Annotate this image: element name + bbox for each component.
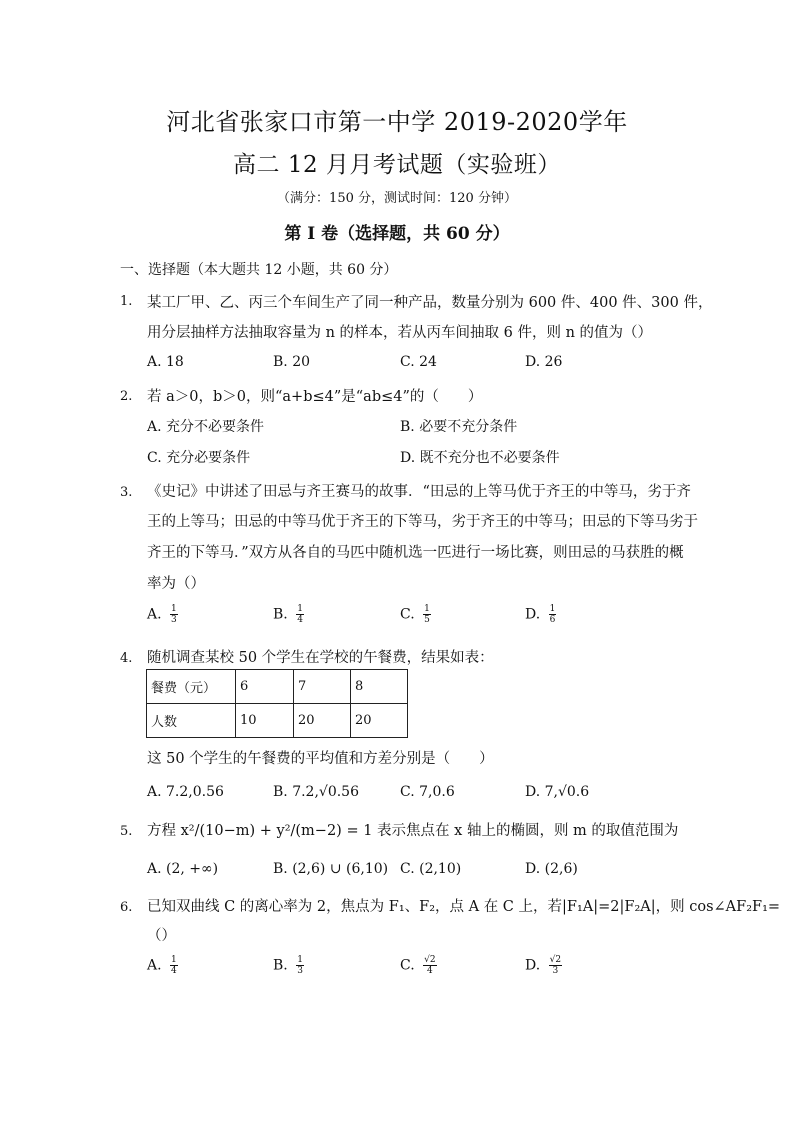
question-3-line: 《史记》中讲述了田忌与齐王赛马的故事．“田忌的上等马优于齐王的中等马，劣于齐 <box>147 484 691 500</box>
table-cell: 20 <box>294 704 351 738</box>
exam-title-line2: 高二 12 月月考试题（实验班） <box>233 152 561 178</box>
question-3-line: 王的上等马；田忌的中等马优于齐王的下等马，劣于齐王的中等马；田忌的下等马劣于 <box>147 514 698 530</box>
fraction-denominator: 3 <box>171 615 177 625</box>
question-4-option-d: D. 7,√0.6 <box>525 784 590 800</box>
fraction-denominator: 5 <box>424 615 430 625</box>
fraction-denominator: 6 <box>549 615 556 625</box>
question-2-number: 2. <box>120 389 133 404</box>
question-4-line: 随机调查某校 50 个学生在学校的午餐费，结果如表： <box>147 650 494 666</box>
exam-info: （满分：150 分，测试时间：120 分钟） <box>277 191 517 206</box>
option-label: A. <box>147 606 162 623</box>
fraction-numerator: 1 <box>171 604 177 614</box>
table-cell: 6 <box>236 670 294 704</box>
question-3-number: 3. <box>120 485 133 500</box>
table-row <box>147 704 408 738</box>
fraction-denominator: 4 <box>171 966 177 976</box>
fraction-numerator: 1 <box>297 955 303 965</box>
question-1-option-d: D. 26 <box>525 354 563 370</box>
fraction-denominator: 3 <box>552 966 559 976</box>
question-1-line: 用分层抽样方法抽取容量为 n 的样本，若从丙车间抽取 6 件，则 n 的值为（） <box>147 325 653 341</box>
fraction <box>170 604 178 625</box>
option-label: C. <box>400 606 415 623</box>
fraction <box>549 604 557 625</box>
fraction-numerator: √2 <box>424 955 436 965</box>
table-cell: 8 <box>351 670 408 704</box>
question-6-option-c <box>400 955 437 976</box>
fraction <box>170 955 178 976</box>
exam-title-line1: 河北省张家口市第一中学 2019-2020学年 <box>166 108 628 136</box>
fraction-numerator: √2 <box>549 955 562 965</box>
question-3-option-c <box>400 604 431 625</box>
question-2-option-b: B. 必要不充分条件 <box>400 419 518 435</box>
question-2-line: 若 a＞0，b＞0，则“a+b≤4”是“ab≤4”的（ ） <box>147 389 483 405</box>
question-6-line: （） <box>147 928 176 944</box>
question-1-line: 某工厂甲、乙、丙三个车间生产了同一种产品，数量分别为 600 件、400 件、300 件， <box>147 295 713 311</box>
question-2-option-a: A. 充分不必要条件 <box>147 419 265 435</box>
question-6-line: 已知双曲线 C 的离心率为 2，焦点为 F₁、F₂，点 A 在 C 上，若|F₁A|=2|F₂A|，则 cos∠AF₂F₁= <box>147 899 781 915</box>
option-label: B. <box>273 606 288 623</box>
question-4-option-c: C. 7,0.6 <box>400 784 455 800</box>
question-3-line: 齐王的下等马．”双方从各自的马匹中随机选一匹进行一场比赛，则田忌的马获胜的概 <box>147 545 684 561</box>
question-5-line: 方程 x²/(10−m) + y²/(m−2) = 1 表示焦点在 x 轴上的椭圆，则 m 的取值范围为 <box>147 823 679 839</box>
fraction <box>423 604 431 625</box>
question-1-option-c: C. 24 <box>400 354 437 370</box>
option-label: D. <box>525 957 541 974</box>
fraction-denominator: 4 <box>297 615 303 625</box>
fraction <box>423 955 436 976</box>
section-heading: 一、选择题（本大题共 12 小题，共 60 分） <box>120 262 398 278</box>
question-3-line: 率为（） <box>147 576 205 592</box>
lunch-fee-table <box>146 669 408 738</box>
fraction-numerator: 1 <box>424 604 430 614</box>
question-5-option-b: B. (2,6) ∪ (6,10) <box>273 861 389 877</box>
table-cell: 7 <box>294 670 351 704</box>
question-5-option-a: A. (2, +∞) <box>147 861 219 877</box>
question-4-option-a: A. 7.2,0.56 <box>147 784 224 800</box>
question-4-number: 4. <box>120 651 133 666</box>
option-label: D. <box>525 606 541 623</box>
fraction <box>296 955 304 976</box>
fraction-denominator: 3 <box>297 966 303 976</box>
option-label: C. <box>400 957 415 974</box>
question-5-option-c: C. (2,10) <box>400 861 462 877</box>
fraction <box>549 955 562 976</box>
fraction-denominator: 4 <box>426 966 433 976</box>
question-1-number: 1. <box>120 294 133 309</box>
question-1-option-b: B. 20 <box>273 354 311 370</box>
table-row <box>147 670 408 704</box>
question-6-option-d <box>525 955 562 976</box>
question-1-option-a: A. 18 <box>147 354 184 370</box>
question-4-followup: 这 50 个学生的午餐费的平均值和方差分别是（ ） <box>147 751 494 767</box>
question-3-option-d <box>525 604 556 625</box>
question-3-option-b <box>273 604 304 625</box>
question-2-option-d: D. 既不充分也不必要条件 <box>400 450 560 466</box>
table-cell: 餐费（元） <box>147 670 236 704</box>
table-cell: 人数 <box>147 704 236 738</box>
question-3-option-a <box>147 604 178 625</box>
fraction-numerator: 1 <box>297 604 303 614</box>
question-2-option-c: C. 充分必要条件 <box>147 450 251 466</box>
fraction-numerator: 1 <box>549 604 556 614</box>
fraction <box>296 604 304 625</box>
question-6-number: 6. <box>120 900 133 915</box>
question-5-number: 5. <box>120 824 133 839</box>
option-label: B. <box>273 957 288 974</box>
question-4-option-b: B. 7.2,√0.56 <box>273 784 359 800</box>
fraction-numerator: 1 <box>171 955 177 965</box>
question-6-option-a <box>147 955 178 976</box>
question-6-option-b <box>273 955 304 976</box>
option-label: A. <box>147 957 162 974</box>
question-5-option-d: D. (2,6) <box>525 861 578 877</box>
table-cell: 20 <box>351 704 408 738</box>
table-cell: 10 <box>236 704 294 738</box>
part-title: 第 I 卷（选择题，共 60 分） <box>284 224 510 244</box>
